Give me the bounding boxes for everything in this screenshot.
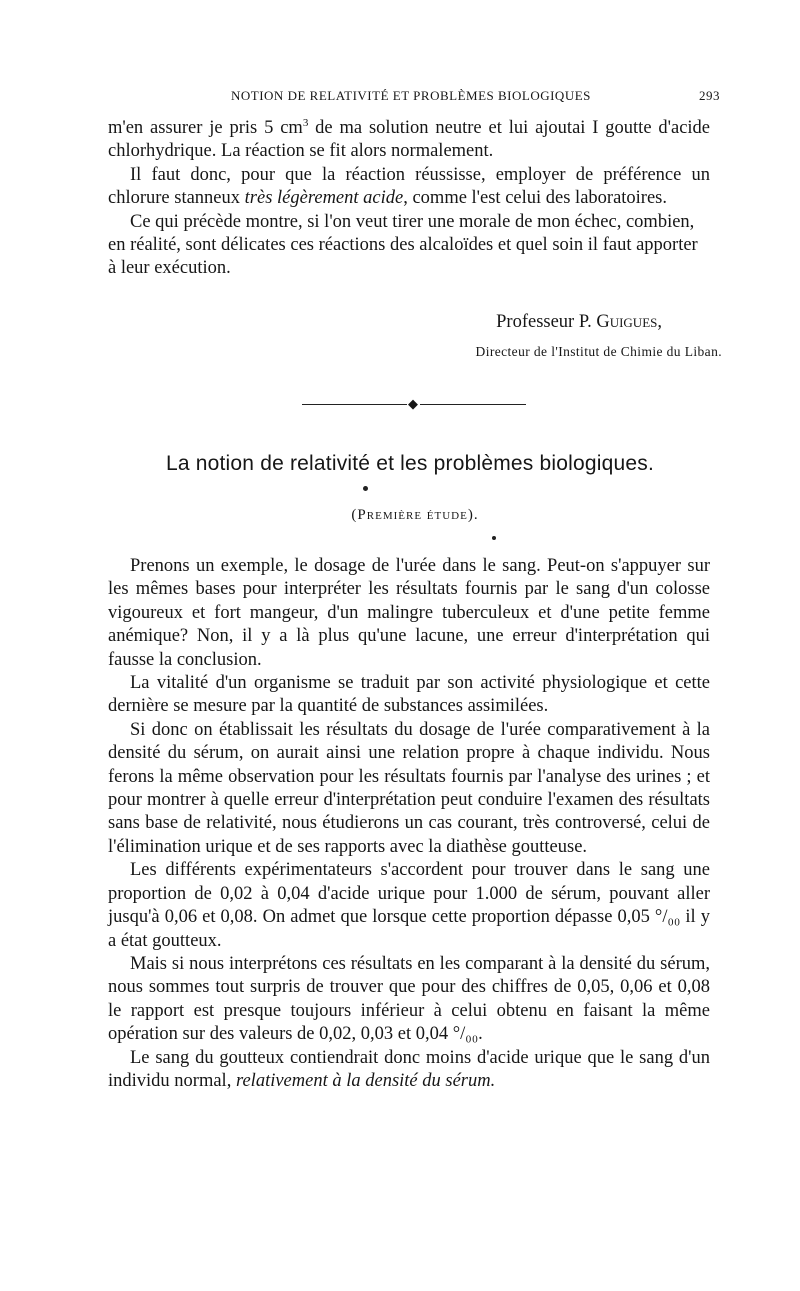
- ornament-rule-right: [420, 404, 526, 405]
- ink-dot: [363, 486, 368, 491]
- paragraph: Mais si nous interprétons ces résultats en les comparant à la densité du sérum, nous sommes tout surpris de trouver que pour des chiffres de 0,05, 0,06 et 0,08 le rapport est presque toujours inférieur à celui obtenu en faisant la même opération sur des valeurs de 0,02, 0,03 et 0,04 °/₀₀.: [108, 953, 710, 1045]
- paragraph: Les différents expérimentateurs s'accordent pour trouver dans le sang une proportion de 0,02 à 0,04 d'acide urique pour 1.000 de sérum, pouvant aller jusqu'à 0,06 et 0,08. On admet que lorsque cette proportion dépasse 0,05 °/₀₀ il y a état goutteux.: [108, 860, 710, 951]
- section-subtitle: (Première étude).: [351, 507, 479, 523]
- ornament-rule-left: [302, 404, 407, 405]
- paragraph: Prenons un exemple, le dosage de l'urée dans le sang. Peut-on s'appuyer sur les mêmes bases pour interpréter les résultats fournis par le sang d'un colosse vigoureux et fort mangeur, d'un malingre tuberculeux et d'une petite femme anémique? Non, il y a là plus qu'une lacune, une erreur d'interprétation qui fausse la conclusion.: [108, 556, 710, 670]
- superscript: 3: [302, 116, 309, 129]
- article-body: [108, 555, 710, 1093]
- diamond-ornament-icon: ◆: [408, 396, 418, 411]
- paragraph: Si donc on établissait les résultats du dosage de l'urée comparativement à la densité du sérum, on aurait ainsi une relation propre à chaque individu. Nous ferons la même observation pour les résultats fournis par l'analyse des urines ; et pour montrer à quelle erreur d'interprétation peut conduire l'examen des résultats sans base de relativité, nous étudierons un cas courant, très controversé, celui de l'élimination urique et de ses rapports avec la diathèse goutteuse.: [108, 719, 710, 857]
- signature-role: Directeur de l'Institut de Chimie du Liban.: [475, 344, 722, 359]
- paragraph: La vitalité d'un organisme se traduit par son activité physiologique et cette dernière se mesure par la quantité de substances assimilées.: [108, 673, 710, 717]
- running-head-title: NOTION DE RELATIVITÉ ET PROBLÈMES BIOLOGIQUES: [231, 88, 591, 103]
- italic-phrase: relativement à la densité du sérum.: [235, 1070, 496, 1091]
- page-number: 293: [699, 88, 720, 103]
- italic-phrase: très légèrement acide: [244, 188, 404, 209]
- paragraph: Ce qui précède montre, si l'on veut tirer une morale de mon échec, combien, en réalité, sont délicates ces réactions des alcaloïdes et quel soin il faut apporter à leur exécution.: [108, 211, 698, 279]
- section-title: La notion de relativité et les problèmes biologiques.: [165, 452, 655, 475]
- paragraph: m'en assurer je pris 5 $cm^3$ de ma solution neutre et lui ajoutai I goutte d'acide chlorhydrique. La réaction se fit alors normalement.: [108, 116, 711, 162]
- paragraph: Il faut donc, pour que la réaction réussisse, employer de préférence un chlorure stanneux très légèrement acide, comme l'est celui des laboratoires.: [108, 164, 710, 209]
- continued-text-block: [108, 117, 710, 281]
- paragraph: Le sang du goutteux contiendrait donc moins d'acide urique que le sang d'un individu normal, relativement à la densité du sérum.: [108, 1047, 710, 1091]
- ink-dot: [492, 536, 496, 540]
- signature-name: Professeur P. Guigues,: [496, 312, 662, 332]
